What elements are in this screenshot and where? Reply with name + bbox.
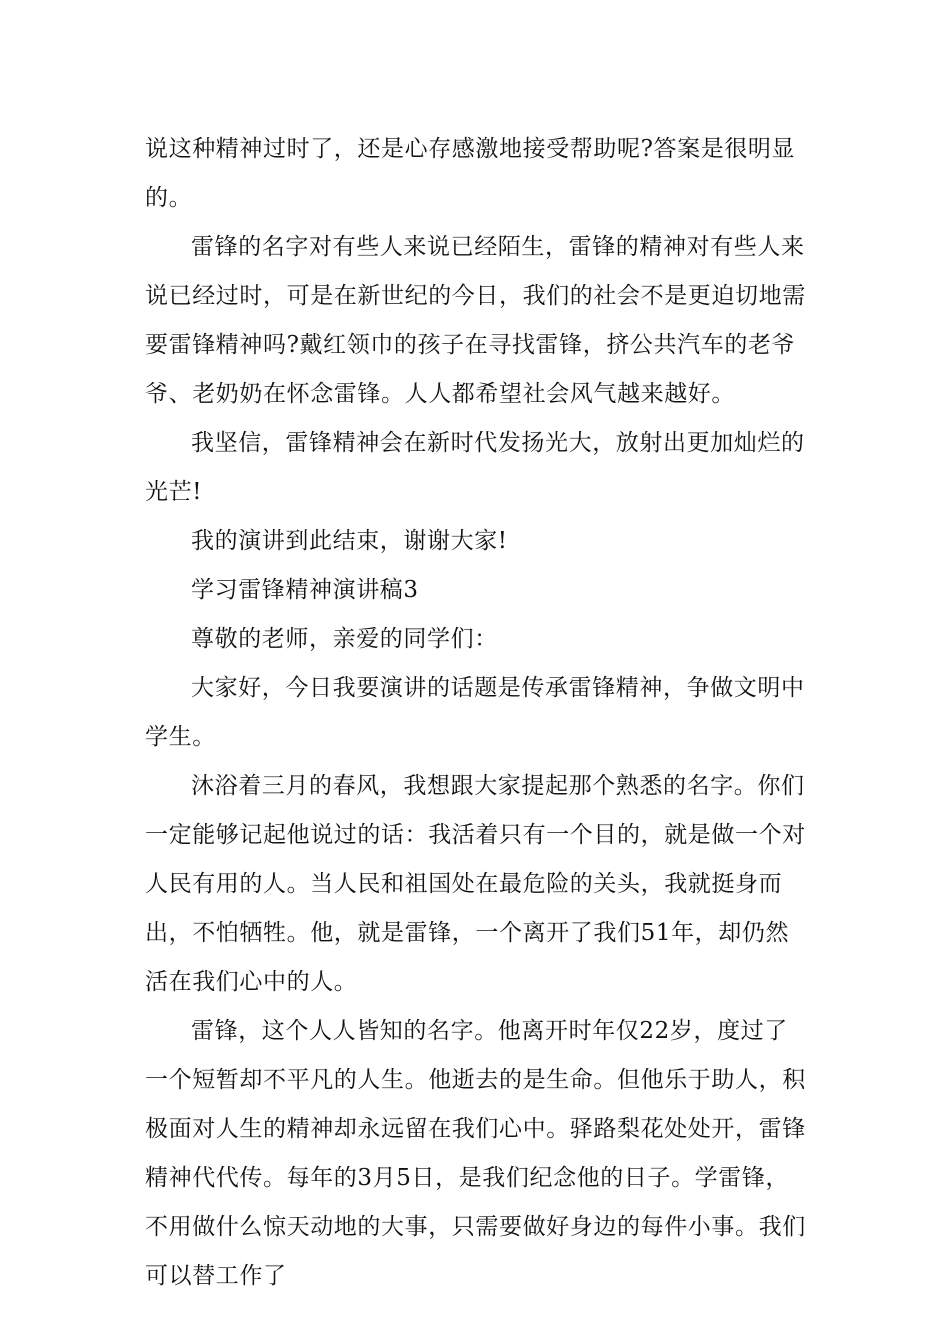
- paragraph-2: 雷锋的名字对有些人来说已经陌生，雷锋的精神对有些人来说已经过时，可是在新世纪的今日，我们的社会不是更迫切地需要雷锋精神吗?戴红领巾的孩子在寻找雷锋，挤公共汽车的老爷爷、老奶奶在怀念雷锋。人人都希望社会风气越来越好。: [145, 234, 806, 407]
- paragraph-4: 我的演讲到此结束，谢谢大家!: [191, 528, 508, 554]
- document-body: [145, 125, 810, 1301]
- salutation: 尊敬的老师，亲爱的同学们：: [191, 626, 498, 652]
- paragraph-3: 我坚信，雷锋精神会在新时代发扬光大，放射出更加灿烂的光芒!: [145, 430, 805, 505]
- section-title: 学习雷锋精神演讲稿3: [191, 577, 419, 603]
- paragraph-7: 大家好，今日我要演讲的话题是传承雷锋精神，争做文明中学生。: [145, 675, 805, 750]
- paragraph-8: 沐浴着三月的春风，我想跟大家提起那个熟悉的名字。你们一定能够记起他说过的话：我活着只有一个目的，就是做一个对人民有用的人。当人民和祖国处在最危险的关头，我就挺身而出，不怕牺牲。他，就是雷锋，一个离开了我们51年，却仍然活在我们心中的人。: [145, 773, 806, 995]
- paragraph-1: 说这种精神过时了，还是心存感激地接受帮助呢?答案是很明显的。: [145, 136, 796, 211]
- paragraph-9: 雷锋，这个人人皆知的名字。他离开时年仅22岁，度过了一个短暂却不平凡的人生。他逝去的是生命。但他乐于助人，积极面对人生的精神却永远留在我们心中。驿路梨花处处开，雷锋精神代代传。每年的3月5日，是我们纪念他的日子。学雷锋，不用做什么惊天动地的大事，只需要做好身边的每件小事。我们可以替工作了: [145, 1018, 806, 1289]
